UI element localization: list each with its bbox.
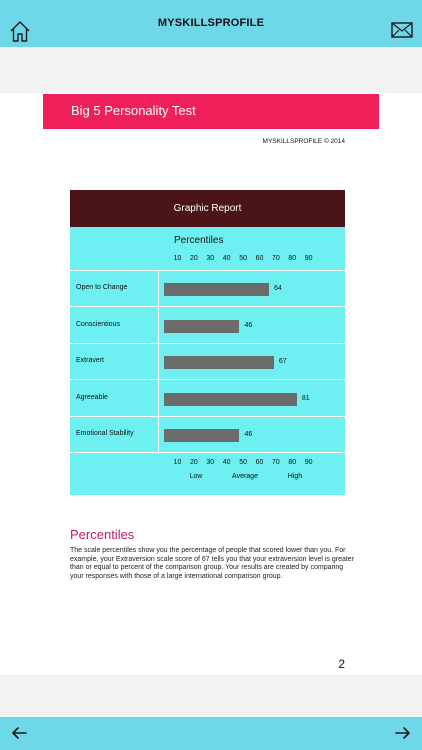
- tick-bottom-60: 60: [255, 459, 264, 466]
- bar-value-label: 46: [244, 431, 253, 439]
- category-label: Open to Change: [76, 284, 128, 291]
- tick-top-50: 50: [239, 255, 247, 262]
- chart-row: [70, 308, 345, 344]
- tick-bottom-40: 40: [222, 459, 231, 466]
- copyright-text: MYSKILLSPROFILE © 2014: [262, 138, 345, 145]
- top-toolbar: [0, 0, 422, 47]
- report-header: Graphic Report: [70, 190, 345, 227]
- bar: [164, 393, 297, 406]
- tick-bottom-30: 30: [206, 459, 215, 466]
- category-label: Agreeable: [76, 393, 108, 401]
- category-label: Conscientious: [76, 320, 120, 328]
- arrow-right-icon[interactable]: [394, 725, 412, 741]
- app-title: MYSKILLSPROFILE: [157, 17, 265, 29]
- bar: [164, 429, 239, 442]
- document-page: [0, 93, 422, 675]
- category-label: Extravert: [76, 357, 105, 365]
- tick-top-20: 20: [189, 255, 198, 262]
- chart-rows: [70, 270, 345, 453]
- mail-icon[interactable]: [391, 21, 413, 39]
- chart-title: Percentiles: [174, 235, 224, 246]
- tick-top-10: 10: [173, 255, 182, 262]
- tick-top-40: 40: [222, 255, 231, 262]
- chart-row: [70, 417, 345, 453]
- chart-row: [70, 344, 345, 380]
- tick-bottom-90: 90: [304, 459, 313, 466]
- tick-top-60: 60: [255, 255, 264, 262]
- graphic-report: [70, 190, 345, 495]
- tick-top-70: 70: [271, 255, 280, 262]
- chart-row: [70, 381, 345, 417]
- tick-bottom-70: 70: [271, 459, 280, 466]
- chart-row: [70, 271, 345, 307]
- bar-value-label: 64: [273, 285, 282, 292]
- bar-value-label: 81: [301, 394, 310, 402]
- bottom-toolbar: [0, 717, 422, 750]
- tick-top-90: 90: [304, 255, 313, 262]
- arrow-left-icon[interactable]: [10, 725, 28, 741]
- scale-low: Low: [189, 473, 203, 480]
- banner-title: Big 5 Personality Test: [71, 103, 196, 118]
- tick-bottom-80: 80: [288, 459, 297, 466]
- bar: [164, 356, 274, 369]
- scale-high: High: [287, 473, 303, 480]
- tick-top-30: 30: [206, 255, 215, 262]
- bar: [164, 320, 239, 333]
- tick-top-80: 80: [288, 255, 297, 262]
- home-icon[interactable]: [9, 19, 31, 43]
- section-text: The scale percentiles show you the percentage of people that scored lower than you. For example, your Extraversion scale score of 67 tells you that your extraversion level is greater than or equal to percent of the comparison group. Your results are created by comparing your responses with those of a large international comparison group.: [70, 547, 355, 580]
- bar: [164, 283, 269, 296]
- tick-bottom-20: 20: [189, 459, 198, 466]
- bar-value-label: 46: [244, 321, 253, 329]
- tick-bottom-10: 10: [173, 459, 182, 466]
- page-number: 2: [338, 657, 345, 671]
- tick-bottom-50: 50: [239, 459, 247, 466]
- bar-value-label: 67: [278, 358, 287, 366]
- scale-average: Average: [232, 473, 258, 480]
- section-title: Percentiles: [70, 527, 135, 542]
- title-banner: [43, 94, 379, 129]
- category-label: Emotional Stability: [76, 430, 134, 438]
